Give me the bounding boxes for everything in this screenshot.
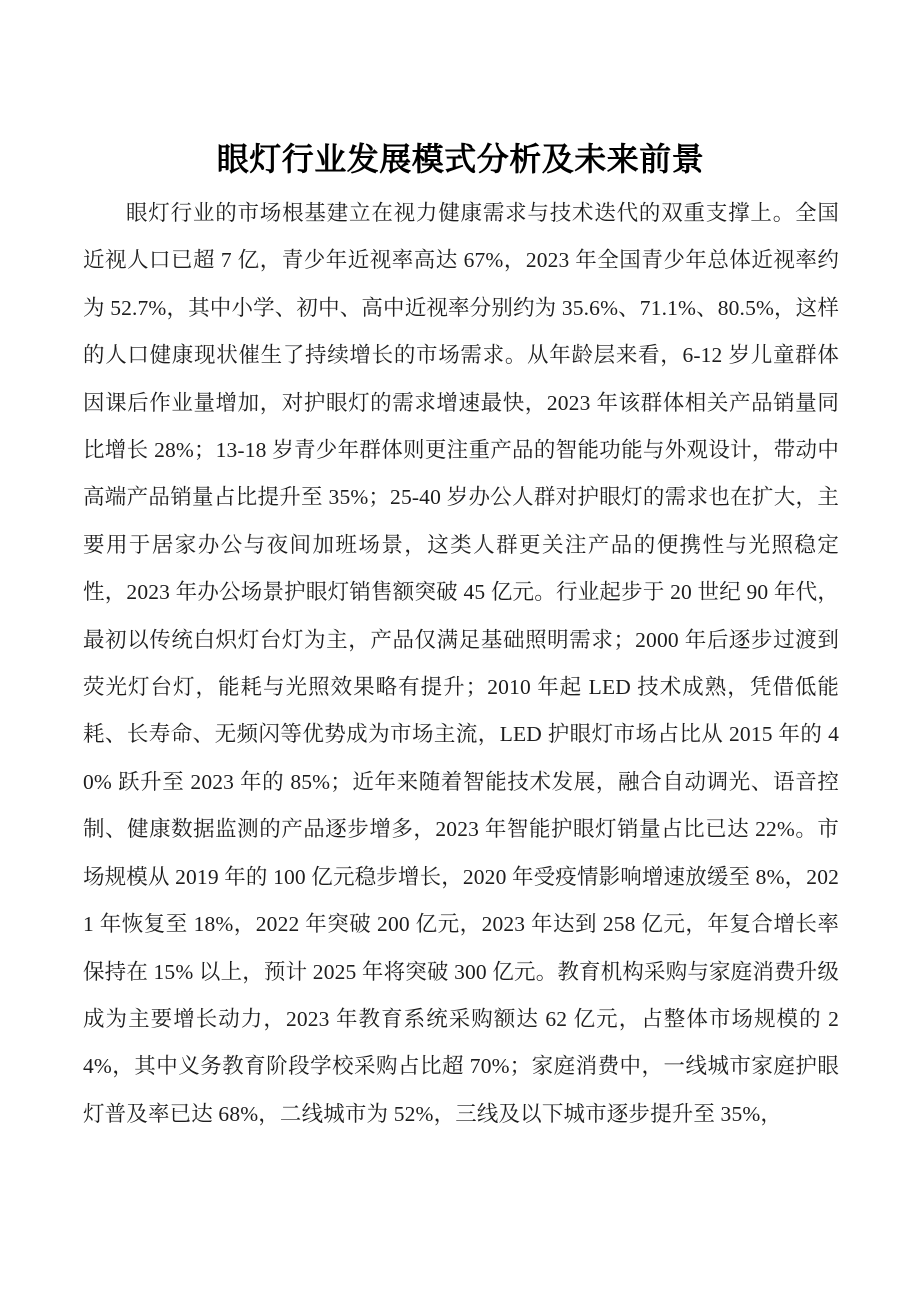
page-title: 眼灯行业发展模式分析及未来前景 <box>216 140 705 179</box>
body-paragraph: 眼灯行业的市场根基建立在视力健康需求与技术迭代的双重支撑上。全国近视人口已超 7 亿，青少年近视率高达 67%，2023 年全国青少年总体近视率约为 52.7%，其中小学、初中、高中近视率分别约为 35.6%、71.1%、80.5%，这样的人口健康现状催生了持续增长的市场需求。从年龄层来看，6-12 岁儿童群体因课后作业量增加，对护眼灯的需求增速最快，2023 年该群体相关产品销量同比增长 28%；13-18 岁青少年群体则更注重产品的智能功能与外观设计，带动中高端产品销量占比提升至 35%；25-40 岁办公人群对护眼灯的需求也在扩大，主要用于居家办公与夜间加班场景，这类人群更关注产品的便携性与光照稳定性，2023 年办公场景护眼灯销售额突破 45 亿元。行业起步于 20 世纪 90 年代，最初以传统白炽灯台灯为主，产品仅满足基础照明需求；2000 年后逐步过渡到荧光灯台灯，能耗与光照效果略有提升；2010 年起 LED 技术成熟，凭借低能耗、长寿命、无频闪等优势成为市场主流，LED 护眼灯市场占比从 2015 年的 40% 跃升至 2023 年的 85%；近年来随着智能技术发展，融合自动调光、语音控制、健康数据监测的产品逐步增多，2023 年智能护眼灯销量占比已达 22%。市场规模从 2019 年的 100 亿元稳步增长，2020 年受疫情影响增速放缓至 8%，2021 年恢复至 18%，2022 年突破 200 亿元，2023 年达到 258 亿元，年复合增长率保持在 15% 以上，预计 2025 年将突破 300 亿元。教育机构采购与家庭消费升级成为主要增长动力，2023 年教育系统采购额达 62 亿元，占整体市场规模的 24%，其中义务教育阶段学校采购占比超 70%；家庭消费中，一线城市家庭护眼灯普及率已达 68%，二线城市为 52%，三线及以下城市逐步提升至 35%， <box>83 201 839 1126</box>
document-body <box>83 190 839 1138</box>
